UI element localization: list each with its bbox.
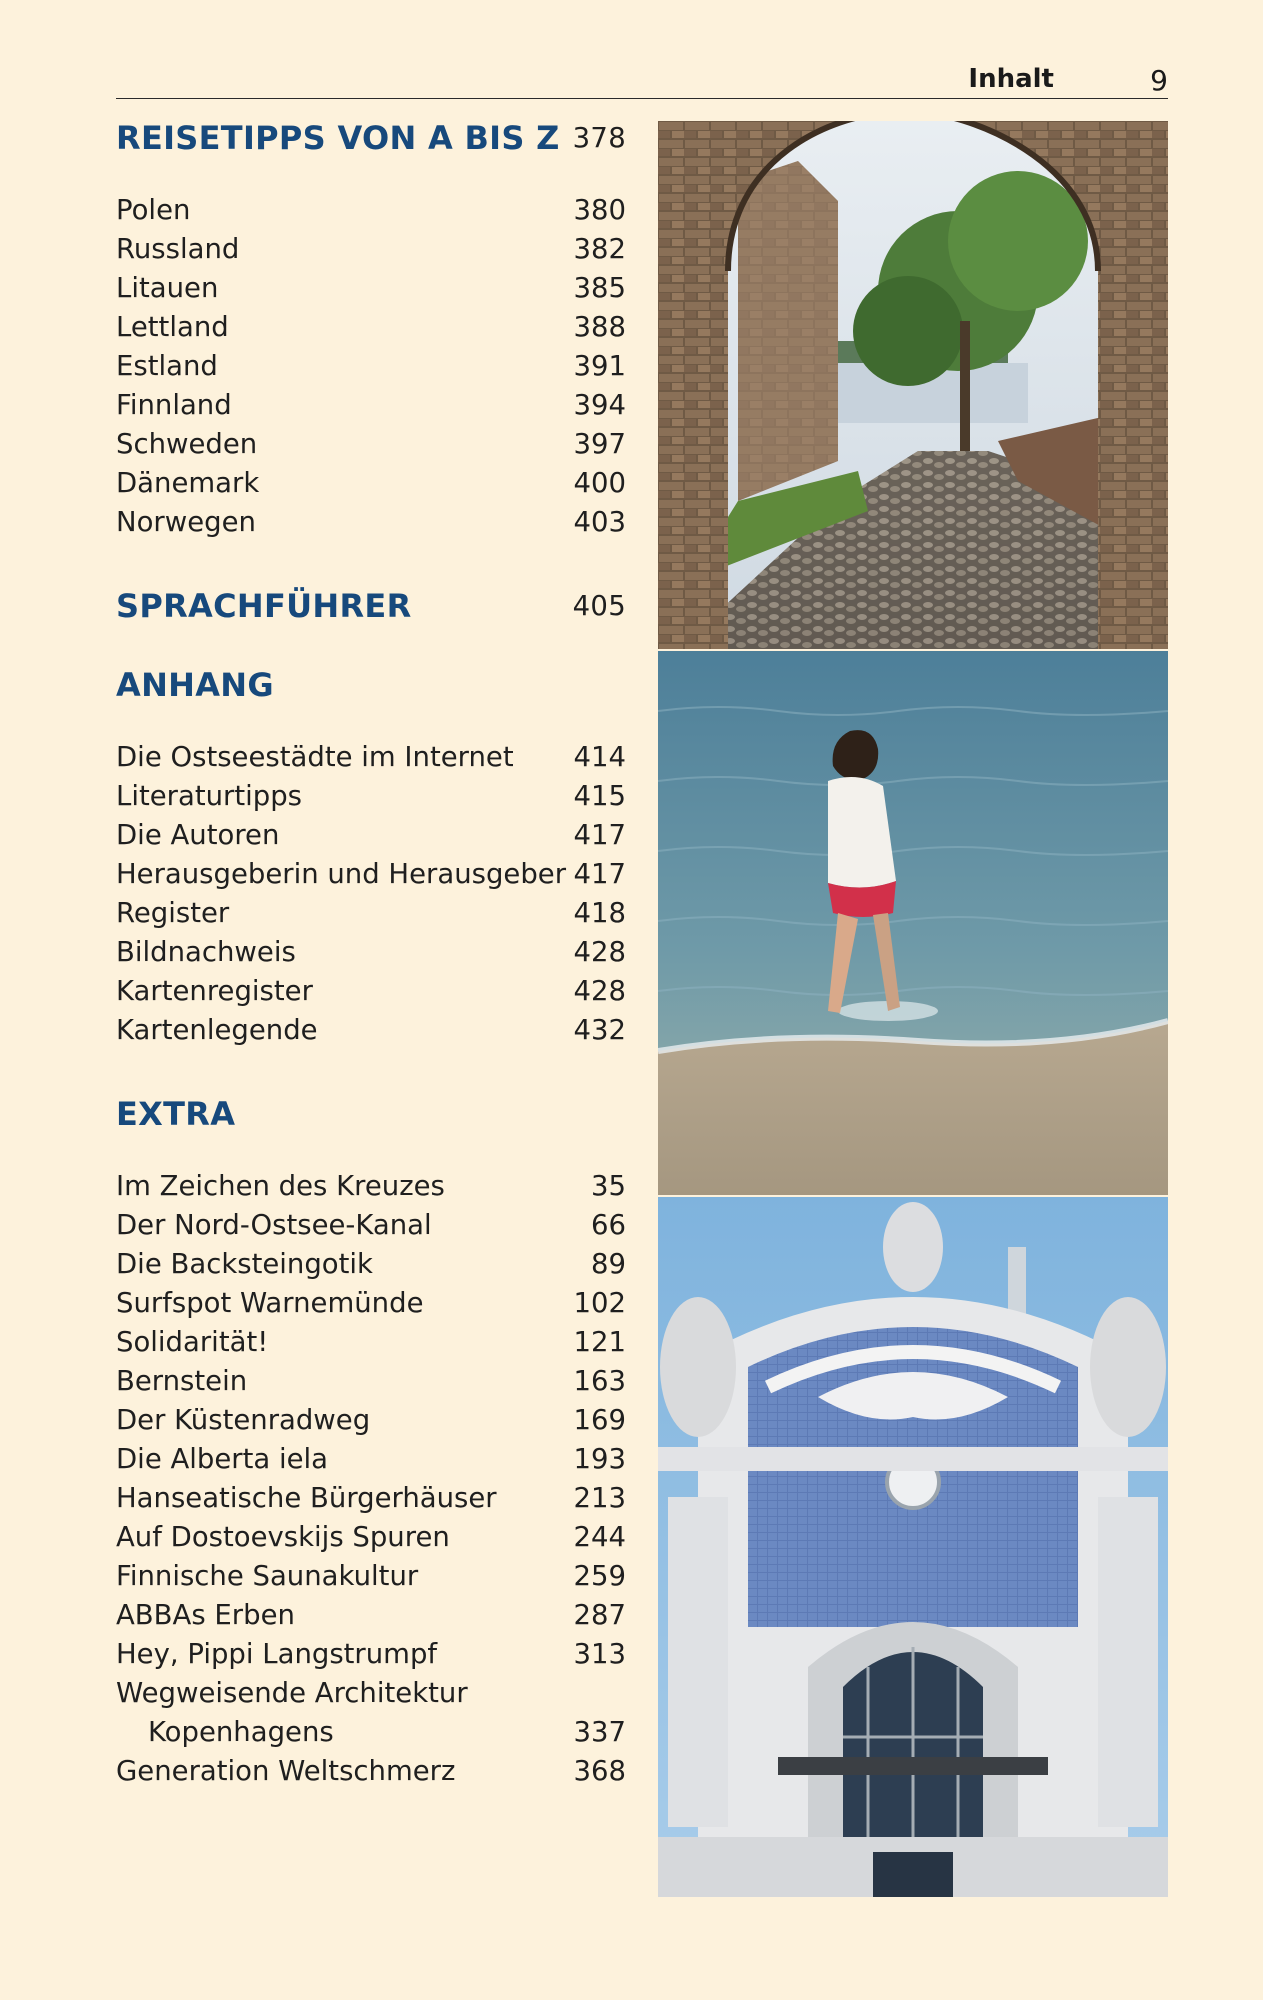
toc-entry[interactable] bbox=[116, 1634, 626, 1674]
toc-entry-label: Lettland bbox=[116, 311, 229, 343]
toc-entry[interactable] bbox=[116, 1205, 626, 1245]
toc-entry[interactable] bbox=[116, 1400, 626, 1440]
toc-entry-page: 244 bbox=[573, 1521, 626, 1553]
toc-entry-page: 163 bbox=[573, 1365, 626, 1397]
toc-entry[interactable] bbox=[116, 893, 626, 933]
toc-entry[interactable] bbox=[116, 1322, 626, 1362]
toc-entry[interactable] bbox=[116, 776, 626, 816]
toc-entry-label: Hanseatische Bürgerhäuser bbox=[116, 1482, 497, 1514]
toc-entry[interactable] bbox=[116, 1010, 626, 1050]
section-heading-label: REISETIPPS VON A BIS Z bbox=[116, 119, 560, 157]
toc-entry[interactable] bbox=[116, 1439, 626, 1479]
section-heading-sprachfuehrer[interactable] bbox=[116, 584, 626, 628]
toc-entry-label: Die Autoren bbox=[116, 819, 280, 851]
toc-entry-label: Literaturtipps bbox=[116, 780, 303, 812]
toc-entry[interactable] bbox=[116, 424, 626, 464]
toc-entry-label: Dänemark bbox=[116, 467, 260, 499]
toc-entry[interactable] bbox=[116, 1673, 626, 1713]
toc-entry[interactable] bbox=[116, 1478, 626, 1518]
page-header bbox=[116, 60, 1168, 99]
toc-entry-label: Schweden bbox=[116, 428, 258, 460]
toc-entry-page: 380 bbox=[573, 194, 626, 226]
toc-entry-page: 121 bbox=[573, 1326, 626, 1358]
toc-entry-page: 259 bbox=[573, 1560, 626, 1592]
toc-entry-page: 66 bbox=[591, 1209, 626, 1241]
toc-entry-page: 418 bbox=[573, 897, 626, 929]
toc-entry-page: 397 bbox=[573, 428, 626, 460]
toc-entry-page: 400 bbox=[573, 467, 626, 499]
toc-entry-label: Surfspot Warnemünde bbox=[116, 1287, 424, 1319]
toc-entry-page: 428 bbox=[573, 936, 626, 968]
toc-entry-label: Kopenhagens bbox=[148, 1716, 334, 1748]
toc-entry[interactable] bbox=[116, 1556, 626, 1596]
toc-entry[interactable] bbox=[116, 1244, 626, 1284]
toc-entry-label: Die Ostseestädte im Internet bbox=[116, 741, 514, 773]
section-heading-extra bbox=[116, 1092, 626, 1136]
section-heading-anhang bbox=[116, 663, 626, 707]
toc-entry-label: Solidarität! bbox=[116, 1326, 269, 1358]
toc-entry-page: 368 bbox=[573, 1755, 626, 1787]
toc-entry-label: Polen bbox=[116, 194, 191, 226]
toc-entry-label: Die Backsteingotik bbox=[116, 1248, 373, 1280]
photo-art-nouveau-facade bbox=[658, 1197, 1168, 1897]
toc-entry-page: 213 bbox=[573, 1482, 626, 1514]
toc-entry-page: 417 bbox=[573, 819, 626, 851]
toc-entry-label: Generation Weltschmerz bbox=[116, 1755, 456, 1787]
header-title: Inhalt bbox=[968, 64, 1054, 94]
toc-entry-page: 417 bbox=[573, 858, 626, 890]
toc-entry-label: Litauen bbox=[116, 272, 219, 304]
toc-entry-label: ABBAs Erben bbox=[116, 1599, 295, 1631]
section-heading-label: ANHANG bbox=[116, 666, 274, 704]
toc-entry-page: 382 bbox=[573, 233, 626, 265]
photo-archway-cobblestone-path bbox=[658, 121, 1168, 649]
toc-entry[interactable] bbox=[116, 385, 626, 425]
page-number: 9 bbox=[1150, 64, 1168, 97]
toc-entry[interactable] bbox=[116, 737, 626, 777]
toc-entry[interactable] bbox=[116, 307, 626, 347]
toc-entry-label: Bildnachweis bbox=[116, 936, 296, 968]
toc-entry[interactable] bbox=[116, 346, 626, 386]
toc-entry-page: 169 bbox=[573, 1404, 626, 1436]
toc-entry-label: Herausgeberin und Herausgeber bbox=[116, 858, 567, 890]
toc-entry-page: 414 bbox=[573, 741, 626, 773]
toc-entry-page: 403 bbox=[573, 506, 626, 538]
toc-entry-label: Im Zeichen des Kreuzes bbox=[116, 1170, 445, 1202]
toc-entry-label: Der Küstenradweg bbox=[116, 1404, 371, 1436]
toc-entry-page: 432 bbox=[573, 1014, 626, 1046]
toc-entry-page: 388 bbox=[573, 311, 626, 343]
toc-entry-label: Die Alberta iela bbox=[116, 1443, 329, 1475]
toc-entry[interactable] bbox=[116, 268, 626, 308]
toc-entry-label: Hey, Pippi Langstrumpf bbox=[116, 1638, 438, 1670]
section-heading-page: 405 bbox=[572, 590, 626, 622]
toc-entry-page: 102 bbox=[573, 1287, 626, 1319]
toc-entry-page: 313 bbox=[573, 1638, 626, 1670]
section-heading-page: 378 bbox=[572, 122, 626, 154]
toc-entry-label: Russland bbox=[116, 233, 240, 265]
toc-entry-page: 428 bbox=[573, 975, 626, 1007]
toc-entry[interactable] bbox=[116, 1595, 626, 1635]
toc-entry[interactable] bbox=[116, 1712, 626, 1752]
section-heading-label: SPRACHFÜHRER bbox=[116, 587, 412, 625]
toc-entry[interactable] bbox=[116, 932, 626, 972]
section-heading-label: EXTRA bbox=[116, 1095, 236, 1133]
toc-entry[interactable] bbox=[116, 971, 626, 1011]
toc-entry-label: Register bbox=[116, 897, 230, 929]
toc-entry[interactable] bbox=[116, 1751, 626, 1791]
toc-entry-label: Kartenregister bbox=[116, 975, 313, 1007]
toc-entry-label: Finnische Saunakultur bbox=[116, 1560, 419, 1592]
toc-entry[interactable] bbox=[116, 190, 626, 230]
toc-entry[interactable] bbox=[116, 815, 626, 855]
toc-entry[interactable] bbox=[116, 1166, 626, 1206]
section-heading-reisetipps[interactable] bbox=[116, 116, 626, 160]
toc-entry[interactable] bbox=[116, 1517, 626, 1557]
toc-entry-label: Kartenlegende bbox=[116, 1014, 318, 1046]
toc-entry-page: 193 bbox=[573, 1443, 626, 1475]
toc-entry-label: Der Nord-Ostsee-Kanal bbox=[116, 1209, 432, 1241]
toc-entry[interactable] bbox=[116, 1361, 626, 1401]
toc-entry-page: 385 bbox=[573, 272, 626, 304]
toc-entry-label: Estland bbox=[116, 350, 218, 382]
toc-entry-page: 35 bbox=[591, 1170, 626, 1202]
toc-entry-page: 391 bbox=[573, 350, 626, 382]
toc-entry-label: Norwegen bbox=[116, 506, 256, 538]
toc-entry-page: 287 bbox=[573, 1599, 626, 1631]
toc-entry-page: 415 bbox=[573, 780, 626, 812]
toc-entry[interactable] bbox=[116, 1283, 626, 1323]
toc-entry[interactable] bbox=[116, 502, 626, 542]
toc-entry-page: 89 bbox=[591, 1248, 626, 1280]
photo-beach-walker bbox=[658, 651, 1168, 1195]
toc-entry-label: Wegweisende Architektur bbox=[116, 1677, 468, 1709]
toc-entry-page: 337 bbox=[573, 1716, 626, 1748]
toc-entry[interactable] bbox=[116, 229, 626, 269]
toc-entry-page: 394 bbox=[573, 389, 626, 421]
toc-entry[interactable] bbox=[116, 854, 626, 894]
toc-entry-label: Finnland bbox=[116, 389, 232, 421]
toc-entry-label: Auf Dostoevskijs Spuren bbox=[116, 1521, 450, 1553]
toc-entry-label: Bernstein bbox=[116, 1365, 248, 1397]
toc-entry[interactable] bbox=[116, 463, 626, 503]
